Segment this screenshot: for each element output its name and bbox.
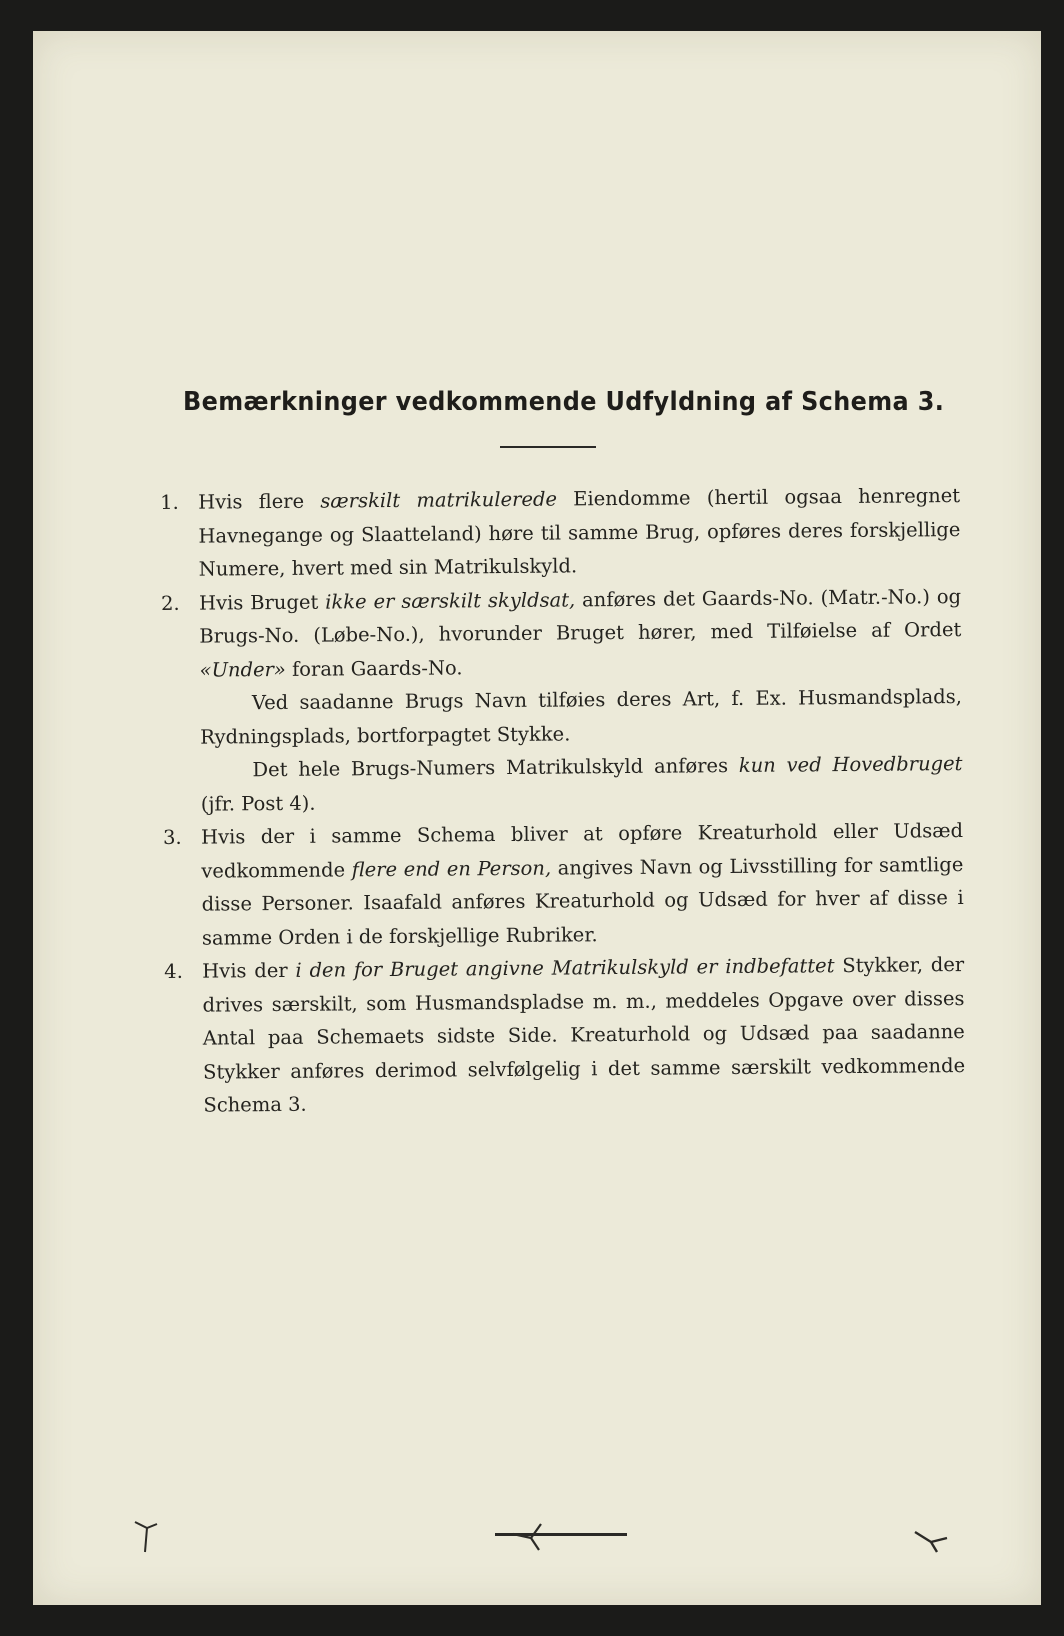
- item-number: 2.: [160, 591, 180, 615]
- remark-item-4: [164, 948, 965, 1122]
- remark-italic: kun ved Hovedbruget: [738, 752, 963, 777]
- remarks-body: [160, 479, 966, 1122]
- corner-mark-right-icon: [913, 1528, 953, 1558]
- remark-text: Ved saadanne Brugs Navn tilføies deres Art, f. Ex. Husmandsplads, Rydningsplads, bortforpagtet Stykke.: [200, 685, 962, 749]
- remark-text: Stykker, der drives særskilt, som Husmandspladse m. m., meddeles Opgave over disses Antal paa Schemaets sidste Side. Kreaturhold og Udsæd paa saadanne Stykker anføres derimod selvfølgelig i det samme særskilt vedkommende Schema 3.: [202, 953, 966, 1117]
- remark-paragraph: [162, 747, 963, 821]
- remark-item-1: [160, 479, 961, 586]
- remark-italic: flere end en Person,: [351, 856, 552, 881]
- remark-text: Det hele Brugs-Numers Matrikulskyld anføres: [252, 753, 739, 782]
- corner-mark-center-icon: [511, 1520, 551, 1554]
- item-number: 4.: [164, 959, 183, 983]
- remark-text: Hvis der i samme Schema bliver at opføre Kreaturhold eller Udsæd vedkommende: [200, 819, 964, 883]
- remark-italic: «Under»: [199, 657, 286, 682]
- remark-text: foran Gaards-No.: [285, 655, 463, 681]
- remark-text: Hvis Bruget: [198, 590, 326, 615]
- remark-paragraph: [162, 680, 963, 754]
- remark-item-3: [163, 814, 964, 955]
- page-title: Bemærkninger vedkommende Udfyldning af Schema 3.: [183, 387, 945, 417]
- item-number: 3.: [162, 825, 182, 849]
- remark-italic: ikke er særskilt skyldsat,: [325, 587, 576, 614]
- title-divider: [500, 446, 596, 448]
- remark-text: Hvis der: [202, 958, 296, 983]
- remark-text: anføres det Gaards-No. (Matr.-No.) og Brugs-No. (Løbe-No.), hvorunder Bruget hører, med Tilføielse af Ordet: [199, 584, 962, 648]
- remark-text: Eiendomme (hertil ogsaa henregnet Havnegange og Slaatteland) høre til samme Brug, opføres deres forskjellige Numere, hvert med sin Matrikulskyld.: [198, 484, 961, 581]
- remark-text: angives Navn og Livsstilling for samtlige disse Personer. Isaafald anføres Kreaturhold og Udsæd for hver af disse i samme Orden i de forskjellige Rubriker.: [201, 852, 964, 950]
- remark-text: Hvis flere: [198, 489, 321, 514]
- item-number: 1.: [160, 490, 179, 514]
- document-page: [33, 31, 1041, 1605]
- remark-text: (jfr. Post 4).: [200, 791, 316, 816]
- corner-mark-left-icon: [133, 1518, 163, 1558]
- remark-italic: i den for Bruget angivne Matrikulskyld er indbefattet: [295, 954, 835, 982]
- remark-item-2: [161, 580, 962, 687]
- remark-italic: særskilt matrikulerede: [320, 487, 558, 513]
